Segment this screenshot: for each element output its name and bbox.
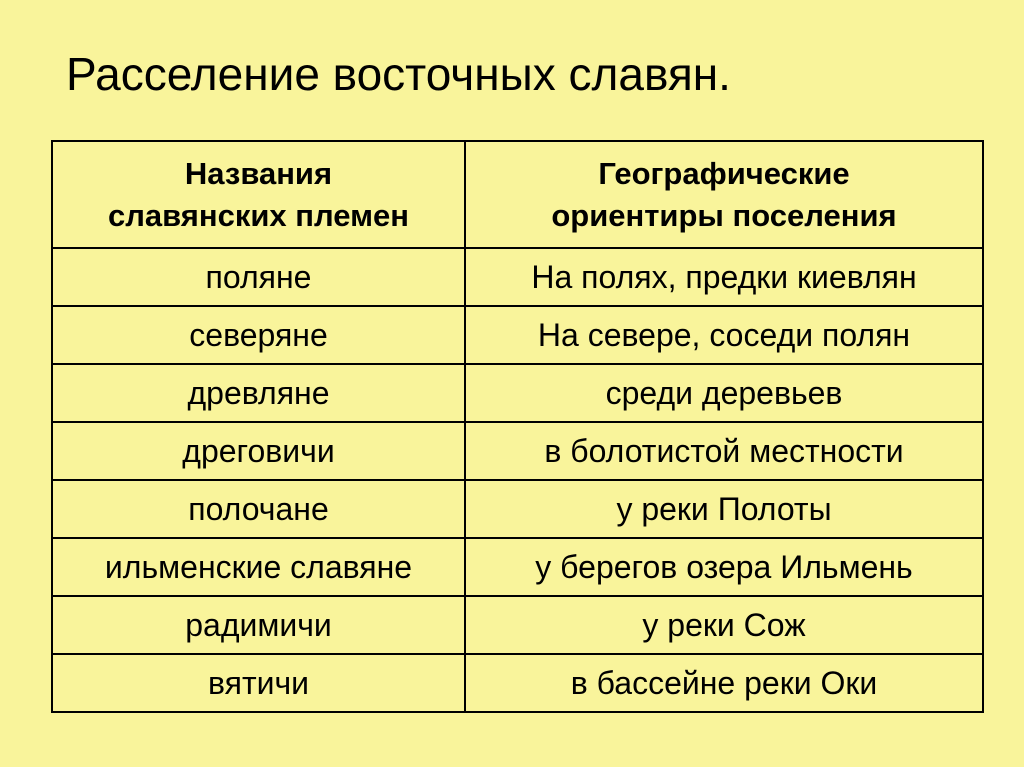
table-row (52, 248, 983, 306)
header-tribe-names-line2: славянских племен (107, 197, 410, 233)
slide-title: Расселение восточных славян. (66, 48, 731, 100)
header-geographic-landmarks-line1: Географические (598, 155, 850, 191)
table-row (52, 538, 983, 596)
header-tribe-names-line1: Названия (184, 155, 333, 191)
location-cell: в бассейне реки Оки (465, 654, 983, 712)
table-row (52, 596, 983, 654)
tribe-name-cell: северяне (52, 306, 465, 364)
tribe-name-cell: ильменские славяне (52, 538, 465, 596)
location-cell: среди деревьев (465, 364, 983, 422)
location-cell: у реки Полоты (465, 480, 983, 538)
tribes-table (51, 140, 984, 713)
location-cell: у берегов озера Ильмень (465, 538, 983, 596)
table-header-row (52, 141, 983, 248)
tribe-name-cell: древляне (52, 364, 465, 422)
header-geographic-landmarks-line2: ориентиры поселения (551, 197, 897, 233)
table-row (52, 306, 983, 364)
location-cell: у реки Сож (465, 596, 983, 654)
tribe-name-cell: радимичи (52, 596, 465, 654)
tribe-name-cell: поляне (52, 248, 465, 306)
location-cell: На полях, предки киевлян (465, 248, 983, 306)
header-tribe-names (52, 141, 465, 248)
tribe-name-cell: вятичи (52, 654, 465, 712)
table-row (52, 480, 983, 538)
location-cell: На севере, соседи полян (465, 306, 983, 364)
tribe-name-cell: дреговичи (52, 422, 465, 480)
table-row (52, 364, 983, 422)
table-row (52, 422, 983, 480)
location-cell: в болотистой местности (465, 422, 983, 480)
tribe-name-cell: полочане (52, 480, 465, 538)
header-geographic-landmarks (465, 141, 983, 248)
table-row (52, 654, 983, 712)
